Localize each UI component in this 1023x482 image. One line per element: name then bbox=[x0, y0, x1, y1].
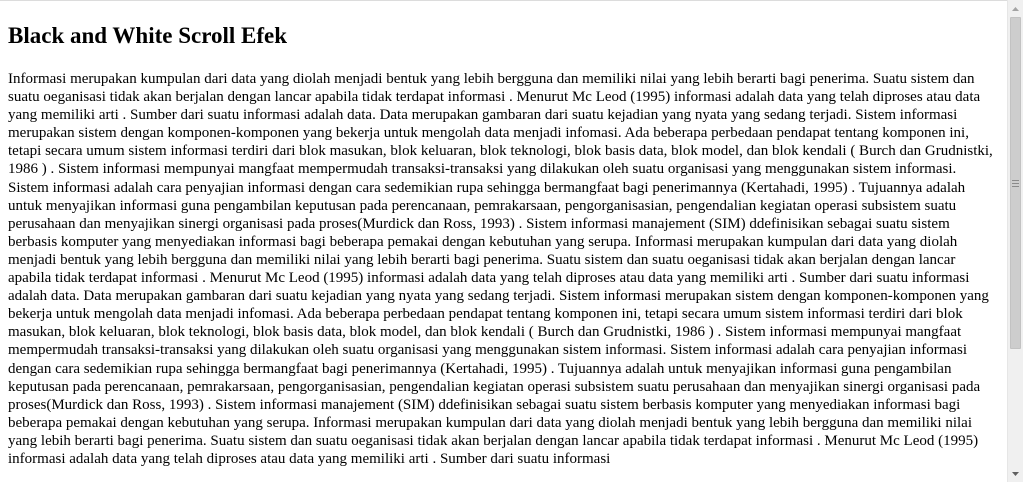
page-title: Black and White Scroll Efek bbox=[8, 23, 288, 48]
page-content bbox=[0, 22, 1007, 468]
chevron-up-icon bbox=[1012, 7, 1019, 11]
vertical-scrollbar[interactable] bbox=[1007, 0, 1023, 482]
scroll-down-button[interactable] bbox=[1008, 465, 1023, 482]
chevron-down-icon bbox=[1012, 472, 1019, 476]
grip-lines-icon bbox=[1012, 180, 1019, 187]
scroll-up-button[interactable] bbox=[1008, 0, 1023, 17]
scroll-thumb[interactable] bbox=[1010, 17, 1021, 349]
body-paragraph: Informasi merupakan kumpulan dari data yang diolah menjadi bentuk yang lebih bergguna dan memiliki nilai yang lebih berarti bagi penerima. Suatu sistem dan suatu oeganisasi tidak akan berjalan dengan lancar apabila tidak terdapat informasi . Menurut Mc Leod (1995) informasi adalah data yang telah diproses atau data yang memiliki arti . Sumber dari suatu informasi adalah data. Data merupakan gambaran dari suatu kejadian yang nyata yang sedang terjadi. Sistem informasi merupakan sistem dengan komponen-komponen yang bekerja untuk mengolah data menjadi infomasi. Ada beberapa perbedaan pendapat tentang komponen ini, tetapi secara umum sistem informasi terdiri dari blok masukan, blok keluaran, blok teknologi, blok basis data, blok model, dan blok kendali ( Burch dan Grudnistki, 1986 ) . Sistem informasi mempunyai mangfaat mempermudah transaksi-transaksi yang dilakukan oleh suatu organisasi yang menggunakan sistem informasi. Sistem informasi adalah cara penyajian informasi dengan cara sedemikian rupa sehingga bermangfaat bagi penerimannya (Kertahadi, 1995) . Tujuannya adalah untuk menyajikan informasi guna pengambilan keputusan pada perencanaan, pemrakarsaan, pengorganisasian, pengendalian kegiatan operasi subsistem suatu perusahaan dan menyajikan sinergi organisasi pada proses(Murdick dan Ross, 1993) . Sistem informasi manajement (SIM) ddefinisikan sebagai suatu sistem berbasis komputer yang menyediakan informasi bagi beberapa pemakai dengan kebutuhan yang serupa. Informasi merupakan kumpulan dari data yang diolah menjadi bentuk yang lebih bergguna dan memiliki nilai yang lebih berarti bagi penerima. Suatu sistem dan suatu oeganisasi tidak akan berjalan dengan lancar apabila tidak terdapat informasi . Menurut Mc Leod (1995) informasi adalah data yang telah diproses atau data yang memiliki arti . Sumber dari suatu informasi adalah data. Data merupakan gambaran dari suatu kejadian yang nyata yang sedang terjadi. Sistem informasi merupakan sistem dengan komponen-komponen yang bekerja untuk mengolah data menjadi infomasi. Ada beberapa perbedaan pendapat tentang komponen ini, tetapi secara umum sistem informasi terdiri dari blok masukan, blok keluaran, blok teknologi, blok basis data, blok model, dan blok kendali ( Burch dan Grudnistki, 1986 ) . Sistem informasi mempunyai mangfaat mempermudah transaksi-transaksi yang dilakukan oleh suatu organisasi yang menggunakan sistem informasi. Sistem informasi adalah cara penyajian informasi dengan cara sedemikian rupa sehingga bermangfaat bagi penerimannya (Kertahadi, 1995) . Tujuannya adalah untuk menyajikan informasi guna pengambilan keputusan pada perencanaan, pemrakarsaan, pengorganisasian, pengendalian kegiatan operasi subsistem suatu perusahaan dan menyajikan sinergi organisasi pada proses(Murdick dan Ross, 1993) . Sistem informasi manajement (SIM) ddefinisikan sebagai suatu sistem berbasis komputer yang menyediakan informasi bagi beberapa pemakai dengan kebutuhan yang serupa. Informasi merupakan kumpulan dari data yang diolah menjadi bentuk yang lebih bergguna dan memiliki nilai yang lebih berarti bagi penerima. Suatu sistem dan suatu oeganisasi tidak akan berjalan dengan lancar apabila tidak terdapat informasi . Menurut Mc Leod (1995) informasi adalah data yang telah diproses atau data yang memiliki arti . Sumber dari suatu informasi bbox=[8, 71, 993, 467]
